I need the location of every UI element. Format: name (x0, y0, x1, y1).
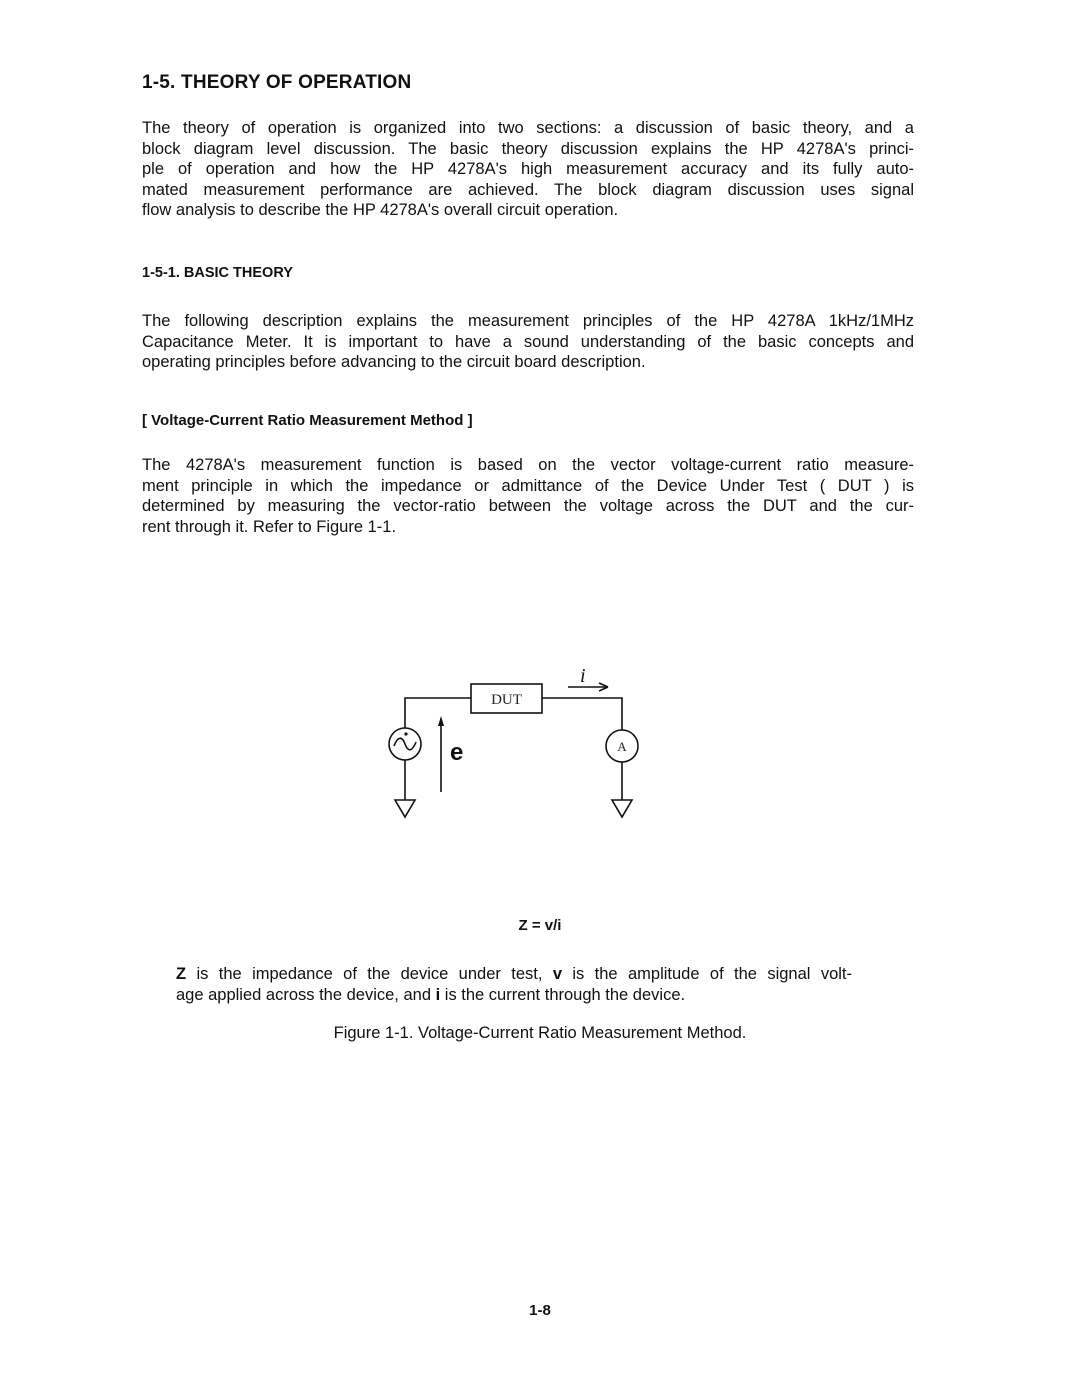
formula-explanation (176, 964, 852, 1005)
text-line: operating principles before advancing to the circuit board description. (142, 353, 646, 371)
section-intro-paragraph (142, 118, 914, 221)
text-span: is the amplitude of the signal volt- (562, 965, 852, 983)
text-span: age applied across the device, and (176, 985, 436, 1004)
text-span: is the impedance of the device under test, (186, 965, 553, 983)
impedance-formula: Z = v/i (518, 917, 562, 934)
ammeter-label: A (617, 739, 627, 754)
page-number: 1-8 (529, 1302, 551, 1319)
text-line: ple of operation and how the HP 4278A's high measurement accuracy and its fully auto- (142, 160, 914, 178)
text-line: determined by measuring the vector-ratio between the voltage across the DUT and the cur- (142, 497, 914, 515)
voltage-label: e (450, 739, 464, 766)
z-symbol: Z (176, 965, 187, 983)
method-paragraph (142, 455, 914, 537)
v-symbol: v (552, 965, 562, 983)
text-line: flow analysis to describe the HP 4278A's overall circuit operation. (142, 201, 619, 219)
section-title: 1-5. THEORY OF OPERATION (142, 72, 412, 93)
subsection-title: 1-5-1. BASIC THEORY (142, 265, 293, 281)
method-heading: [ Voltage-Current Ratio Measurement Method ] (142, 412, 473, 429)
sine-wave-icon (394, 738, 416, 750)
wire-right (542, 698, 622, 730)
wire-left (405, 698, 471, 728)
subsection-intro-paragraph (142, 311, 914, 373)
voltage-arrowhead-icon (438, 716, 444, 726)
text-line: The following description explains the measurement principles of the HP 4278A 1kHz/1MHz (142, 312, 914, 330)
current-label: i (580, 665, 586, 687)
text-line: mated measurement performance are achieved. The block diagram discussion uses signal (142, 180, 914, 199)
text-span: is the current through the device. (440, 985, 686, 1004)
i-symbol: i (435, 985, 441, 1004)
figure-caption: Figure 1-1. Voltage-Current Ratio Measurement Method. (333, 1024, 747, 1042)
ground-icon-right (612, 800, 632, 817)
text-line: block diagram level discussion. The basic theory discussion explains the HP 4278A's princi- (142, 139, 914, 158)
text-line: Capacitance Meter. It is important to have a sound understanding of the basic concepts and (142, 332, 914, 351)
text-line: ment principle in which the impedance or admittance of the Device Under Test ( DUT ) is (142, 476, 914, 495)
dut-label: DUT (491, 692, 522, 708)
text-line: The 4278A's measurement function is based on the vector voltage-current ratio measure- (142, 456, 914, 474)
text-line: The theory of operation is organized into two sections: a discussion of basic theory, and a (142, 119, 914, 137)
source-dot (404, 732, 407, 735)
text-line: rent through it. Refer to Figure 1-1. (142, 517, 397, 536)
circuit-diagram (370, 650, 650, 830)
ground-icon-left (395, 800, 415, 817)
